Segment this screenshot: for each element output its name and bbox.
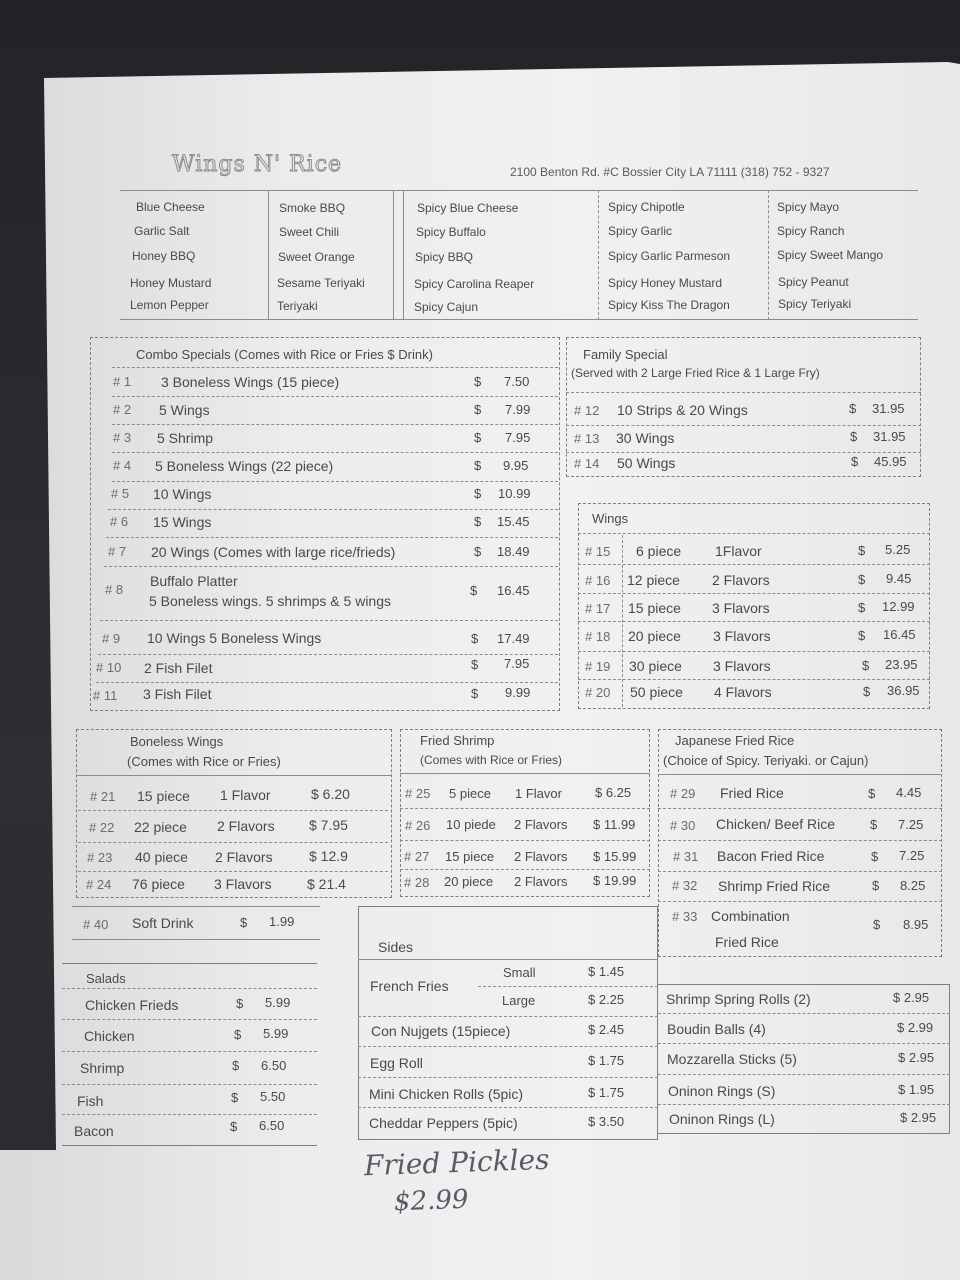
flavor-item: Spicy Cajun — [414, 300, 479, 314]
restaurant-address: 2100 Benton Rd. #C Bossier City LA 71111 (318) 752 - 9327 — [510, 165, 830, 179]
flavor-item: Spicy Blue Cheese — [417, 201, 519, 215]
flavor-item: Spicy Buffalo — [416, 225, 486, 239]
flavor-item: Lemon Pepper — [130, 298, 209, 312]
flavor-item: Spicy Mayo — [777, 200, 840, 214]
flavor-item: Spicy Honey Mustard — [608, 276, 723, 290]
rice-title: Japanese Fried Rice — [675, 733, 795, 748]
shrimp-subtitle: (Comes with Rice or Fries) — [420, 753, 563, 767]
wings-title: Wings — [592, 511, 629, 526]
sides-title: Sides — [378, 939, 414, 955]
handwritten-note-line2: $2.99 — [393, 1184, 469, 1218]
flavor-item: Teriyaki — [277, 299, 318, 313]
salads-title: Salads — [86, 971, 126, 986]
flavor-item: Sesame Teriyaki — [277, 276, 365, 290]
restaurant-logo: Wings N' Rice — [172, 152, 343, 177]
flavor-item: Spicy Garlic Parmeson — [608, 249, 731, 263]
flavor-item: Sweet Orange — [278, 250, 355, 264]
shrimp-title: Fried Shrimp — [420, 733, 495, 748]
family-subtitle: (Served with 2 Large Fried Rice & 1 Large Fry) — [571, 366, 820, 380]
flavor-item: Spicy Chipotle — [608, 200, 685, 214]
handwritten-note-line1: Fried Pickles — [363, 1142, 551, 1183]
flavor-item: Honey Mustard — [130, 276, 212, 290]
flavor-item: Blue Cheese — [136, 200, 205, 214]
flavor-item: Garlic Salt — [134, 224, 190, 238]
flavor-item: Spicy Carolina Reaper — [414, 277, 535, 291]
flavor-item: Spicy Sweet Mango — [777, 248, 884, 262]
flavor-item: Honey BBQ — [132, 249, 196, 263]
rice-subtitle: (Choice of Spicy. Teriyaki. or Cajun) — [663, 753, 869, 768]
flavor-item: Smoke BBQ — [279, 201, 346, 215]
flavor-item: Sweet Chili — [279, 225, 340, 239]
flavor-item: Spicy Ranch — [777, 224, 845, 238]
combo-title: Combo Specials (Comes with Rice or Fries $ Drink) — [136, 347, 433, 362]
family-title: Family Special — [583, 347, 668, 362]
flavor-item: Spicy BBQ — [415, 250, 474, 264]
boneless-subtitle: (Comes with Rice or Fries) — [127, 754, 281, 769]
flavor-item: Spicy Garlic — [608, 224, 673, 238]
flavor-item: Spicy Peanut — [778, 275, 849, 289]
flavor-item: Spicy Kiss The Dragon — [608, 298, 730, 312]
flavor-item: Spicy Teriyaki — [778, 297, 852, 311]
boneless-title: Boneless Wings — [130, 734, 224, 749]
